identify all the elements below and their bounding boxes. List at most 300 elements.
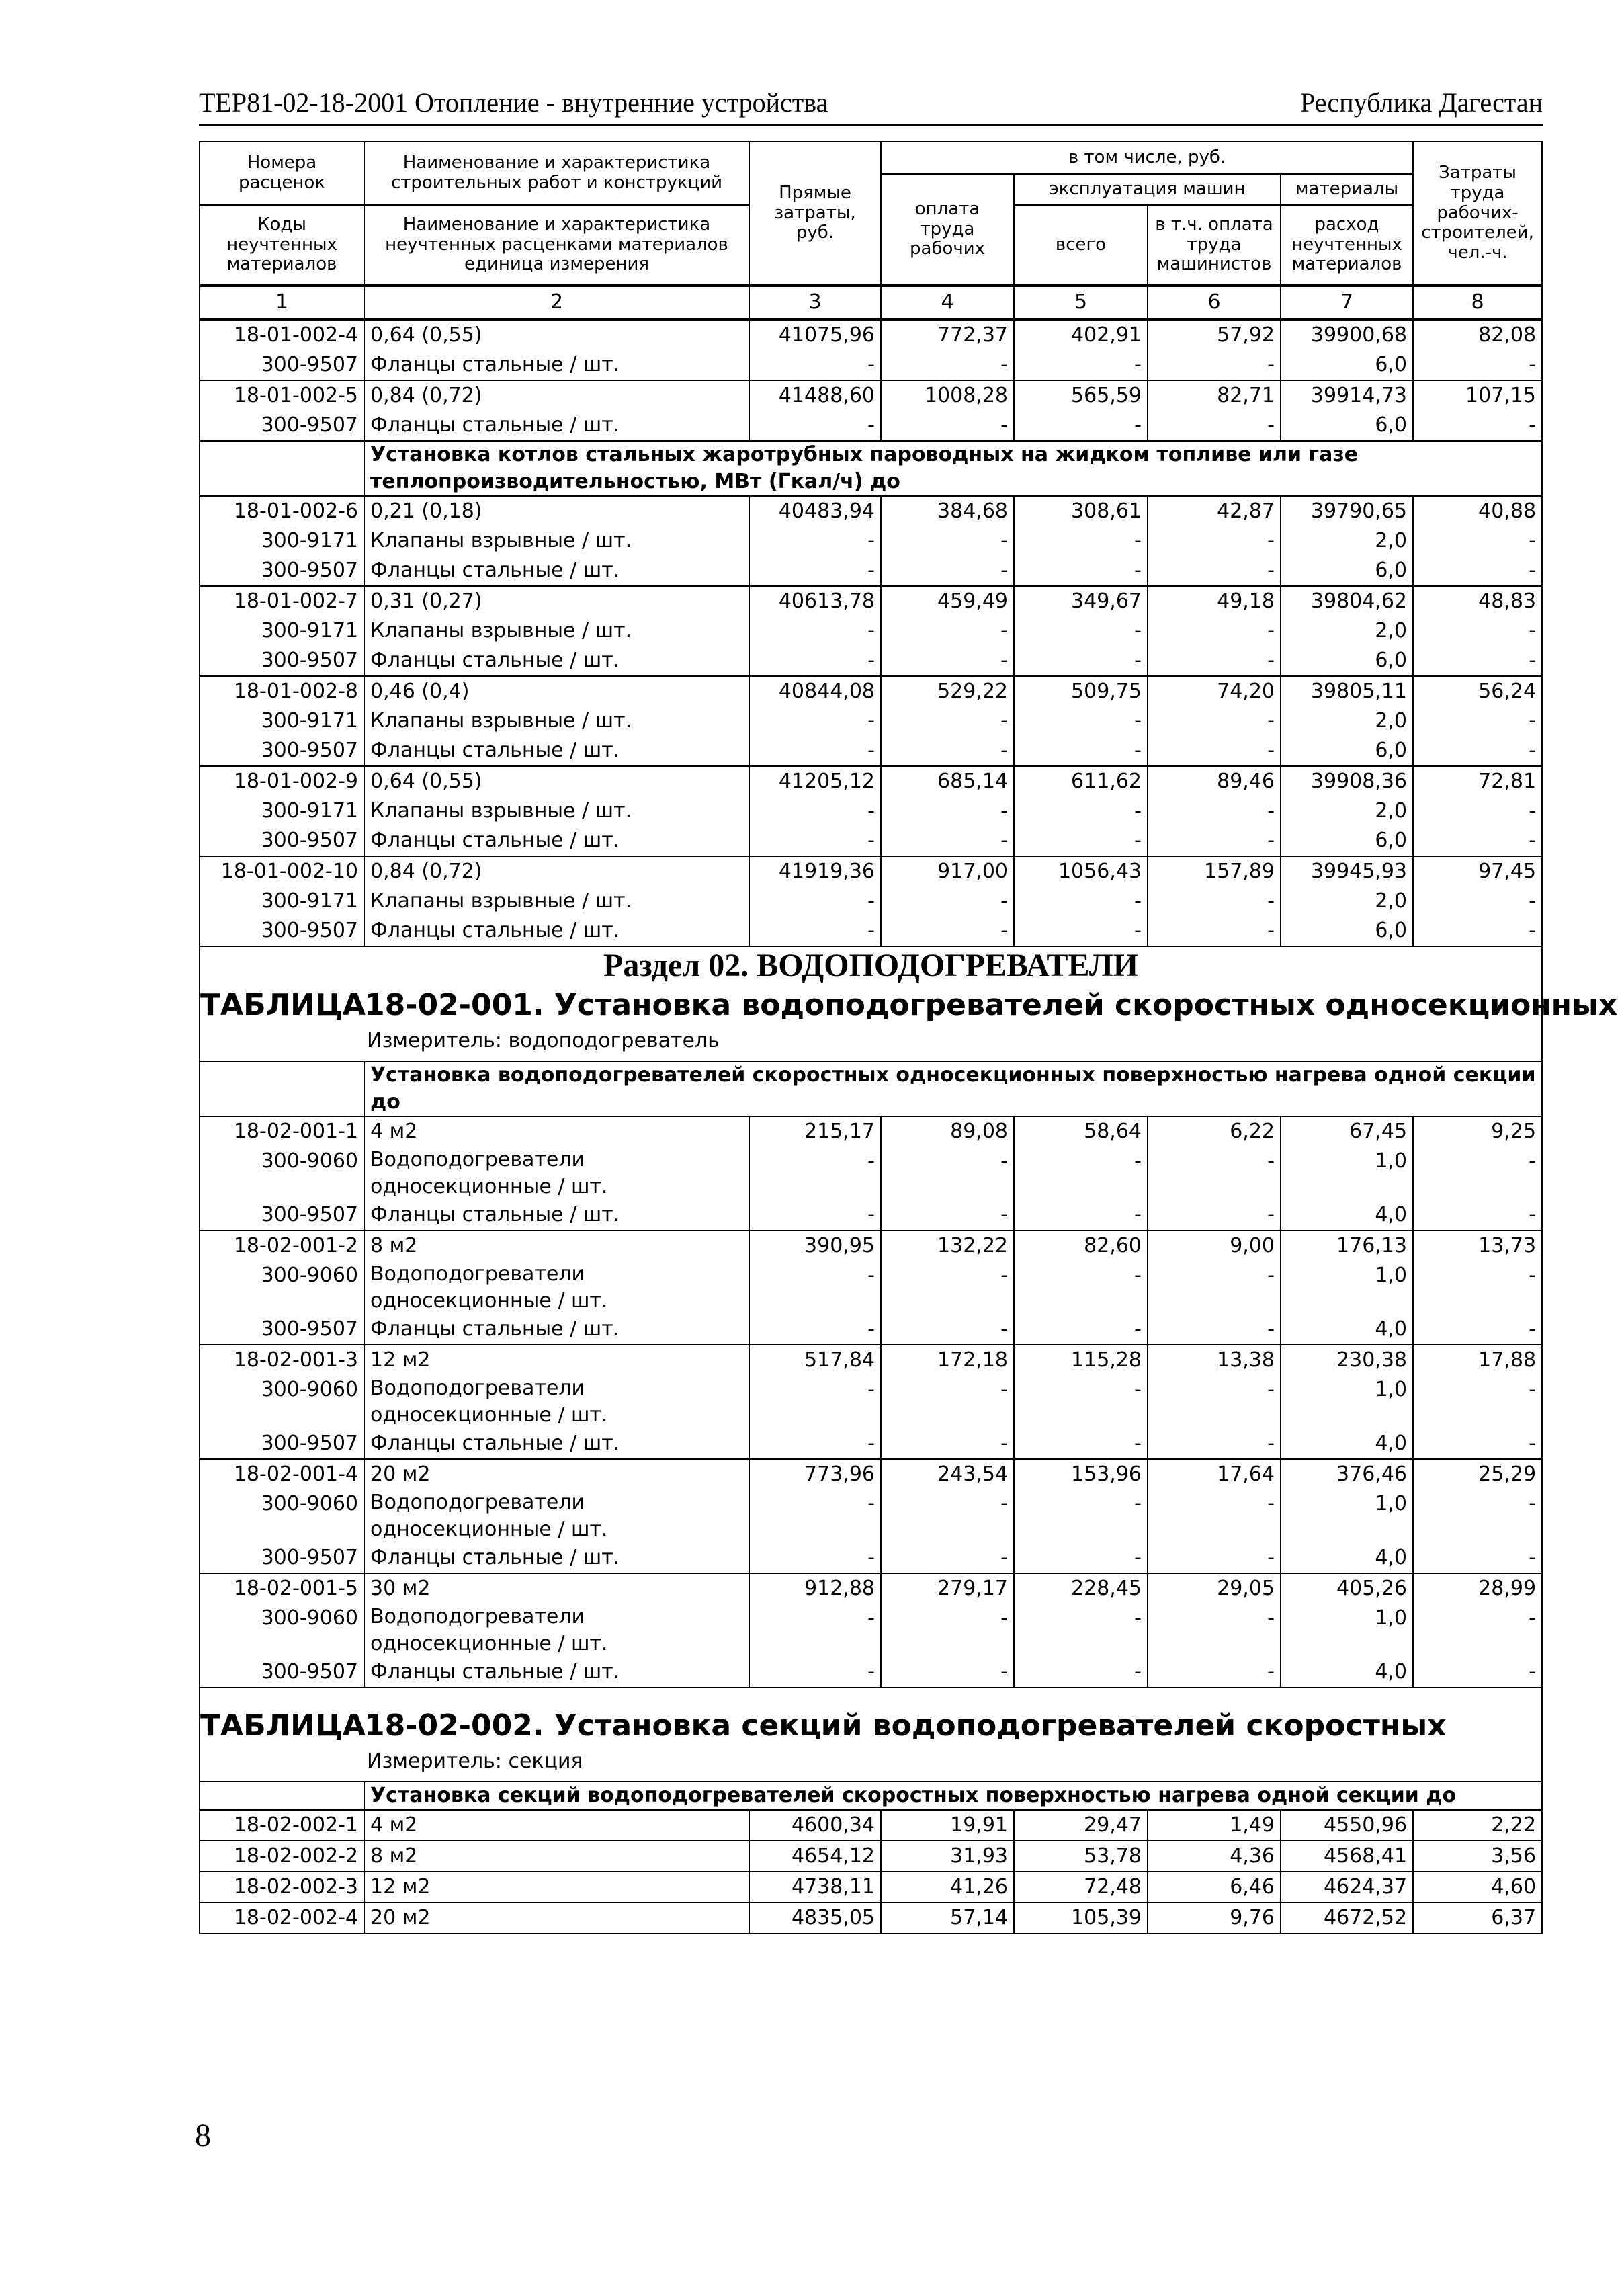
- operator-pay: 6,22: [1148, 1116, 1281, 1147]
- material-row: [200, 796, 1542, 826]
- rate-row: [200, 586, 1542, 616]
- operator-pay: 89,46: [1148, 766, 1281, 796]
- rate-characteristic: 0,84 (0,72): [364, 856, 749, 886]
- machine-cost: -: [1014, 411, 1148, 441]
- rate-code: 18-02-002-2: [200, 1841, 364, 1872]
- rate-row: [200, 1459, 1542, 1489]
- worker-pay: 57,14: [881, 1903, 1014, 1934]
- materials-value: 4,0: [1281, 1315, 1413, 1345]
- group-caption: Установка водоподогревателей скоростных односекционных поверхностью нагрева одной секции до: [364, 1061, 1542, 1116]
- direct-cost: -: [749, 736, 881, 766]
- table-measure: Измеритель: водоподогреватель: [364, 1026, 1542, 1061]
- worker-pay: 279,17: [881, 1573, 1014, 1604]
- rate-row: [200, 1573, 1542, 1604]
- materials-value: 39805,11: [1281, 676, 1413, 706]
- operator-pay: -: [1148, 1375, 1281, 1429]
- machine-cost: 402,91: [1014, 319, 1148, 350]
- labor-cost: 6,37: [1413, 1903, 1542, 1934]
- col-header-material-codes: Коды неучтенных материалов: [200, 205, 364, 286]
- direct-cost: -: [749, 1261, 881, 1315]
- material-name: Фланцы стальные / шт.: [364, 826, 749, 856]
- labor-cost: -: [1413, 1543, 1542, 1573]
- materials-value: 4672,52: [1281, 1903, 1413, 1934]
- column-number: 5: [1014, 286, 1148, 319]
- labor-cost: -: [1413, 706, 1542, 736]
- column-number: 4: [881, 286, 1014, 319]
- material-name: Фланцы стальные / шт.: [364, 1200, 749, 1231]
- machine-cost: -: [1014, 736, 1148, 766]
- direct-cost: -: [749, 826, 881, 856]
- worker-pay: -: [881, 1375, 1014, 1429]
- worker-pay: 917,00: [881, 856, 1014, 886]
- material-row: [200, 826, 1542, 856]
- material-code: 300-9171: [200, 886, 364, 916]
- page-header: [199, 83, 1543, 126]
- labor-cost: 28,99: [1413, 1573, 1542, 1604]
- labor-cost: -: [1413, 556, 1542, 586]
- operator-pay: -: [1148, 1147, 1281, 1200]
- direct-cost: 40844,08: [749, 676, 881, 706]
- material-name: Клапаны взрывные / шт.: [364, 796, 749, 826]
- machine-cost: 228,45: [1014, 1573, 1148, 1604]
- materials-value: 4,0: [1281, 1657, 1413, 1688]
- rate-code: 18-01-002-7: [200, 586, 364, 616]
- operator-pay: 9,76: [1148, 1903, 1281, 1934]
- labor-cost: 97,45: [1413, 856, 1542, 886]
- labor-cost: -: [1413, 616, 1542, 646]
- materials-value: 6,0: [1281, 826, 1413, 856]
- material-row: [200, 411, 1542, 441]
- direct-cost: 517,84: [749, 1345, 881, 1375]
- direct-cost: 41919,36: [749, 856, 881, 886]
- labor-cost: -: [1413, 886, 1542, 916]
- materials-value: 4568,41: [1281, 1841, 1413, 1872]
- machine-cost: -: [1014, 616, 1148, 646]
- group-caption: Установка котлов стальных жаротрубных паровoдных на жидком топливе или газе теплопроизводительностью, МВт (Гкал/ч) до: [364, 441, 1542, 496]
- col-header-worker-pay: оплата труда рабочих: [881, 174, 1014, 286]
- col-header-rate-numbers: Номера расценок: [200, 142, 364, 205]
- material-name: Клапаны взрывные / шт.: [364, 616, 749, 646]
- direct-cost: 41205,12: [749, 766, 881, 796]
- col-header-machines: эксплуатация машин: [1014, 174, 1281, 205]
- materials-value: 1,0: [1281, 1375, 1413, 1429]
- material-row: [200, 526, 1542, 556]
- materials-value: 2,0: [1281, 796, 1413, 826]
- material-row: [200, 616, 1542, 646]
- machine-cost: -: [1014, 526, 1148, 556]
- labor-cost: 9,25: [1413, 1116, 1542, 1147]
- operator-pay: -: [1148, 886, 1281, 916]
- materials-value: 2,0: [1281, 616, 1413, 646]
- rate-characteristic: 4 м2: [364, 1810, 749, 1841]
- rate-characteristic: 8 м2: [364, 1231, 749, 1261]
- machine-cost: 509,75: [1014, 676, 1148, 706]
- materials-value: 1,0: [1281, 1604, 1413, 1657]
- rate-characteristic: 0,21 (0,18): [364, 496, 749, 526]
- material-code: 300-9507: [200, 350, 364, 380]
- rate-row: [200, 1810, 1542, 1841]
- col-header-operators-pay: в т.ч. оплата труда машинистов: [1148, 205, 1281, 286]
- materials-value: 376,46: [1281, 1459, 1413, 1489]
- labor-cost: -: [1413, 1604, 1542, 1657]
- rate-code: 18-01-002-10: [200, 856, 364, 886]
- rate-code: 18-01-002-6: [200, 496, 364, 526]
- worker-pay: -: [881, 796, 1014, 826]
- material-name: Фланцы стальные / шт.: [364, 736, 749, 766]
- section-heading-block: [200, 946, 1618, 1116]
- material-code: 300-9171: [200, 796, 364, 826]
- labor-cost: 56,24: [1413, 676, 1542, 706]
- rate-code: 18-02-001-1: [200, 1116, 364, 1147]
- direct-cost: 41075,96: [749, 319, 881, 350]
- column-numbers-row: [200, 286, 1542, 319]
- material-row: [200, 1261, 1542, 1315]
- material-code: 300-9507: [200, 1315, 364, 1345]
- direct-cost: 4835,05: [749, 1903, 881, 1934]
- direct-cost: -: [749, 350, 881, 380]
- operator-pay: -: [1148, 1543, 1281, 1573]
- operator-pay: -: [1148, 1489, 1281, 1543]
- table-measure: Измеритель: секция: [364, 1747, 1542, 1782]
- machine-cost: 82,60: [1014, 1231, 1148, 1261]
- materials-value: 6,0: [1281, 646, 1413, 676]
- operator-pay: -: [1148, 1315, 1281, 1345]
- worker-pay: 41,26: [881, 1872, 1014, 1903]
- direct-cost: 41488,60: [749, 380, 881, 411]
- direct-cost: -: [749, 556, 881, 586]
- direct-cost: -: [749, 1657, 881, 1688]
- material-row: [200, 1604, 1542, 1657]
- rates-group-table-18-02-002: [200, 1810, 1542, 1934]
- rate-row: [200, 676, 1542, 706]
- rate-row: [200, 1345, 1542, 1375]
- worker-pay: 529,22: [881, 676, 1014, 706]
- material-code: 300-9507: [200, 1543, 364, 1573]
- labor-cost: -: [1413, 1315, 1542, 1345]
- worker-pay: -: [881, 1429, 1014, 1459]
- operator-pay: -: [1148, 350, 1281, 380]
- rate-characteristic: 20 м2: [364, 1903, 749, 1934]
- operator-pay: -: [1148, 916, 1281, 946]
- rates-table: [199, 141, 1618, 1934]
- materials-value: 1,0: [1281, 1489, 1413, 1543]
- labor-cost: -: [1413, 526, 1542, 556]
- material-row: [200, 1543, 1542, 1573]
- rate-code: 18-01-002-8: [200, 676, 364, 706]
- rate-characteristic: 8 м2: [364, 1841, 749, 1872]
- rate-characteristic: 4 м2: [364, 1116, 749, 1147]
- machine-cost: 153,96: [1014, 1459, 1148, 1489]
- direct-cost: -: [749, 1200, 881, 1231]
- operator-pay: 4,36: [1148, 1841, 1281, 1872]
- worker-pay: 19,91: [881, 1810, 1014, 1841]
- labor-cost: -: [1413, 350, 1542, 380]
- machine-cost: -: [1014, 826, 1148, 856]
- labor-cost: -: [1413, 1489, 1542, 1543]
- materials-value: 1,0: [1281, 1261, 1413, 1315]
- materials-value: 39804,62: [1281, 586, 1413, 616]
- worker-pay: -: [881, 1543, 1014, 1573]
- direct-cost: 390,95: [749, 1231, 881, 1261]
- rate-characteristic: 20 м2: [364, 1459, 749, 1489]
- material-name: Клапаны взрывные / шт.: [364, 706, 749, 736]
- rate-code: 18-01-002-5: [200, 380, 364, 411]
- machine-cost: -: [1014, 706, 1148, 736]
- direct-cost: 773,96: [749, 1459, 881, 1489]
- worker-pay: 772,37: [881, 319, 1014, 350]
- material-name: Фланцы стальные / шт.: [364, 1543, 749, 1573]
- material-code: 300-9507: [200, 1200, 364, 1231]
- rates-group-boilers-b: [200, 496, 1542, 946]
- operator-pay: -: [1148, 736, 1281, 766]
- rate-row: [200, 856, 1542, 886]
- operator-pay: 6,46: [1148, 1872, 1281, 1903]
- labor-cost: -: [1413, 736, 1542, 766]
- labor-cost: -: [1413, 826, 1542, 856]
- worker-pay: -: [881, 886, 1014, 916]
- material-name: Фланцы стальные / шт.: [364, 556, 749, 586]
- operator-pay: 17,64: [1148, 1459, 1281, 1489]
- operator-pay: 42,87: [1148, 496, 1281, 526]
- labor-cost: 48,83: [1413, 586, 1542, 616]
- column-number: 2: [364, 286, 749, 319]
- operator-pay: 74,20: [1148, 676, 1281, 706]
- materials-value: 39790,65: [1281, 496, 1413, 526]
- rate-code: 18-02-001-5: [200, 1573, 364, 1604]
- column-number: 1: [200, 286, 364, 319]
- direct-cost: -: [749, 1489, 881, 1543]
- direct-cost: -: [749, 796, 881, 826]
- material-name: Водоподогреватели односекционные / шт.: [364, 1261, 749, 1315]
- rate-characteristic: 0,64 (0,55): [364, 766, 749, 796]
- rate-characteristic: 12 м2: [364, 1345, 749, 1375]
- operator-pay: 29,05: [1148, 1573, 1281, 1604]
- machine-cost: -: [1014, 1657, 1148, 1688]
- materials-value: 4,0: [1281, 1429, 1413, 1459]
- direct-cost: -: [749, 886, 881, 916]
- material-name: Фланцы стальные / шт.: [364, 1429, 749, 1459]
- labor-cost: 25,29: [1413, 1459, 1542, 1489]
- material-name: Фланцы стальные / шт.: [364, 411, 749, 441]
- rate-characteristic: 0,64 (0,55): [364, 319, 749, 350]
- materials-value: 4,0: [1281, 1200, 1413, 1231]
- rate-code: 18-02-001-4: [200, 1459, 364, 1489]
- column-number: 3: [749, 286, 881, 319]
- machine-cost: -: [1014, 1543, 1148, 1573]
- materials-value: 2,0: [1281, 886, 1413, 916]
- rate-code: 18-02-001-3: [200, 1345, 364, 1375]
- operator-pay: -: [1148, 646, 1281, 676]
- operator-pay: -: [1148, 1200, 1281, 1231]
- labor-cost: -: [1413, 1261, 1542, 1315]
- machine-cost: 53,78: [1014, 1841, 1148, 1872]
- machine-cost: -: [1014, 556, 1148, 586]
- material-name: Фланцы стальные / шт.: [364, 646, 749, 676]
- materials-value: 4624,37: [1281, 1872, 1413, 1903]
- operator-pay: 9,00: [1148, 1231, 1281, 1261]
- materials-value: 39908,36: [1281, 766, 1413, 796]
- direct-cost: -: [749, 1375, 881, 1429]
- worker-pay: 89,08: [881, 1116, 1014, 1147]
- operator-pay: -: [1148, 1657, 1281, 1688]
- operator-pay: -: [1148, 556, 1281, 586]
- material-code: 300-9507: [200, 646, 364, 676]
- materials-value: 230,38: [1281, 1345, 1413, 1375]
- worker-pay: 132,22: [881, 1231, 1014, 1261]
- worker-pay: 31,93: [881, 1841, 1014, 1872]
- worker-pay: -: [881, 1147, 1014, 1200]
- direct-cost: -: [749, 616, 881, 646]
- material-name: Фланцы стальные / шт.: [364, 1315, 749, 1345]
- materials-value: 405,26: [1281, 1573, 1413, 1604]
- table-label: ТАБЛИЦА: [200, 1688, 364, 1747]
- worker-pay: -: [881, 1489, 1014, 1543]
- table-title: 18-02-002. Установка секций водоподогревателей скоростных: [364, 1688, 1542, 1747]
- section-title: Раздел 02. ВОДОПОДОГРЕВАТЕЛИ: [200, 946, 1542, 984]
- materials-value: 39945,93: [1281, 856, 1413, 886]
- machine-cost: -: [1014, 1200, 1148, 1231]
- machine-cost: -: [1014, 886, 1148, 916]
- operator-pay: -: [1148, 1604, 1281, 1657]
- materials-value: 4,0: [1281, 1543, 1413, 1573]
- materials-value: 6,0: [1281, 350, 1413, 380]
- rate-code: 18-01-002-9: [200, 766, 364, 796]
- column-number: 6: [1148, 286, 1281, 319]
- machine-cost: -: [1014, 1489, 1148, 1543]
- material-name: Клапаны взрывные / шт.: [364, 526, 749, 556]
- direct-cost: 4654,12: [749, 1841, 881, 1872]
- material-code: 300-9060: [200, 1489, 364, 1543]
- material-code: 300-9171: [200, 526, 364, 556]
- materials-value: 2,0: [1281, 526, 1413, 556]
- machine-cost: 58,64: [1014, 1116, 1148, 1147]
- rate-row: [200, 1903, 1542, 1934]
- material-code: 300-9507: [200, 916, 364, 946]
- worker-pay: -: [881, 1657, 1014, 1688]
- col-header-direct-costs: Прямые затраты, руб.: [749, 142, 881, 286]
- labor-cost: 17,88: [1413, 1345, 1542, 1375]
- direct-cost: 40483,94: [749, 496, 881, 526]
- labor-cost: 82,08: [1413, 319, 1542, 350]
- direct-cost: 912,88: [749, 1573, 881, 1604]
- labor-cost: -: [1413, 1429, 1542, 1459]
- rate-code: 18-02-002-4: [200, 1903, 364, 1934]
- material-name: Водоподогреватели односекционные / шт.: [364, 1375, 749, 1429]
- operator-pay: -: [1148, 1261, 1281, 1315]
- worker-pay: 243,54: [881, 1459, 1014, 1489]
- material-row: [200, 350, 1542, 380]
- worker-pay: -: [881, 350, 1014, 380]
- labor-cost: -: [1413, 1200, 1542, 1231]
- direct-cost: -: [749, 1604, 881, 1657]
- material-code: 300-9060: [200, 1375, 364, 1429]
- rates-group-table-18-02-001: [200, 1116, 1542, 1688]
- labor-cost: 4,60: [1413, 1872, 1542, 1903]
- machine-cost: -: [1014, 796, 1148, 826]
- material-code: 300-9507: [200, 1657, 364, 1688]
- labor-cost: 107,15: [1413, 380, 1542, 411]
- rate-code: 18-02-001-2: [200, 1231, 364, 1261]
- worker-pay: 1008,28: [881, 380, 1014, 411]
- operator-pay: -: [1148, 826, 1281, 856]
- machine-cost: 72,48: [1014, 1872, 1148, 1903]
- rate-code: 18-02-002-3: [200, 1872, 364, 1903]
- material-row: [200, 916, 1542, 946]
- material-row: [200, 556, 1542, 586]
- labor-cost: 40,88: [1413, 496, 1542, 526]
- worker-pay: -: [881, 646, 1014, 676]
- material-row: [200, 1200, 1542, 1231]
- worker-pay: -: [881, 1315, 1014, 1345]
- direct-cost: -: [749, 916, 881, 946]
- worker-pay: 685,14: [881, 766, 1014, 796]
- rate-row: [200, 319, 1542, 350]
- rate-row: [200, 1116, 1542, 1147]
- machine-cost: 565,59: [1014, 380, 1148, 411]
- operator-pay: 57,92: [1148, 319, 1281, 350]
- direct-cost: 40613,78: [749, 586, 881, 616]
- machine-cost: -: [1014, 1315, 1148, 1345]
- operator-pay: 82,71: [1148, 380, 1281, 411]
- direct-cost: -: [749, 1543, 881, 1573]
- material-code: 300-9507: [200, 826, 364, 856]
- material-code: 300-9507: [200, 736, 364, 766]
- worker-pay: -: [881, 916, 1014, 946]
- machine-cost: 105,39: [1014, 1903, 1148, 1934]
- operator-pay: -: [1148, 796, 1281, 826]
- direct-cost: -: [749, 1315, 881, 1345]
- material-row: [200, 706, 1542, 736]
- machine-cost: 1056,43: [1014, 856, 1148, 886]
- worker-pay: -: [881, 526, 1014, 556]
- material-name: Фланцы стальные / шт.: [364, 916, 749, 946]
- direct-cost: -: [749, 526, 881, 556]
- labor-cost: -: [1413, 411, 1542, 441]
- rate-row: [200, 766, 1542, 796]
- col-header-material-consumption: расход неучтенных материалов: [1281, 205, 1413, 286]
- material-name: Водоподогреватели односекционные / шт.: [364, 1604, 749, 1657]
- labor-cost: 13,73: [1413, 1231, 1542, 1261]
- materials-value: 67,45: [1281, 1116, 1413, 1147]
- labor-cost: 72,81: [1413, 766, 1542, 796]
- rate-row: [200, 496, 1542, 526]
- rate-code: 18-02-002-1: [200, 1810, 364, 1841]
- direct-cost: 215,17: [749, 1116, 881, 1147]
- material-code: 300-9171: [200, 616, 364, 646]
- machine-cost: -: [1014, 1261, 1148, 1315]
- material-row: [200, 1657, 1542, 1688]
- material-name: Водоподогреватели односекционные / шт.: [364, 1147, 749, 1200]
- worker-pay: 172,18: [881, 1345, 1014, 1375]
- machine-cost: -: [1014, 1604, 1148, 1657]
- machine-cost: -: [1014, 350, 1148, 380]
- material-name: Водоподогреватели односекционные / шт.: [364, 1489, 749, 1543]
- operator-pay: -: [1148, 411, 1281, 441]
- rate-characteristic: 30 м2: [364, 1573, 749, 1604]
- machine-cost: 611,62: [1014, 766, 1148, 796]
- worker-pay: -: [881, 1604, 1014, 1657]
- direct-cost: -: [749, 646, 881, 676]
- operator-pay: 157,89: [1148, 856, 1281, 886]
- labor-cost: -: [1413, 1147, 1542, 1200]
- material-row: [200, 886, 1542, 916]
- worker-pay: -: [881, 616, 1014, 646]
- machine-cost: -: [1014, 916, 1148, 946]
- materials-value: 1,0: [1281, 1147, 1413, 1200]
- operator-pay: 49,18: [1148, 586, 1281, 616]
- operator-pay: -: [1148, 616, 1281, 646]
- worker-pay: -: [881, 826, 1014, 856]
